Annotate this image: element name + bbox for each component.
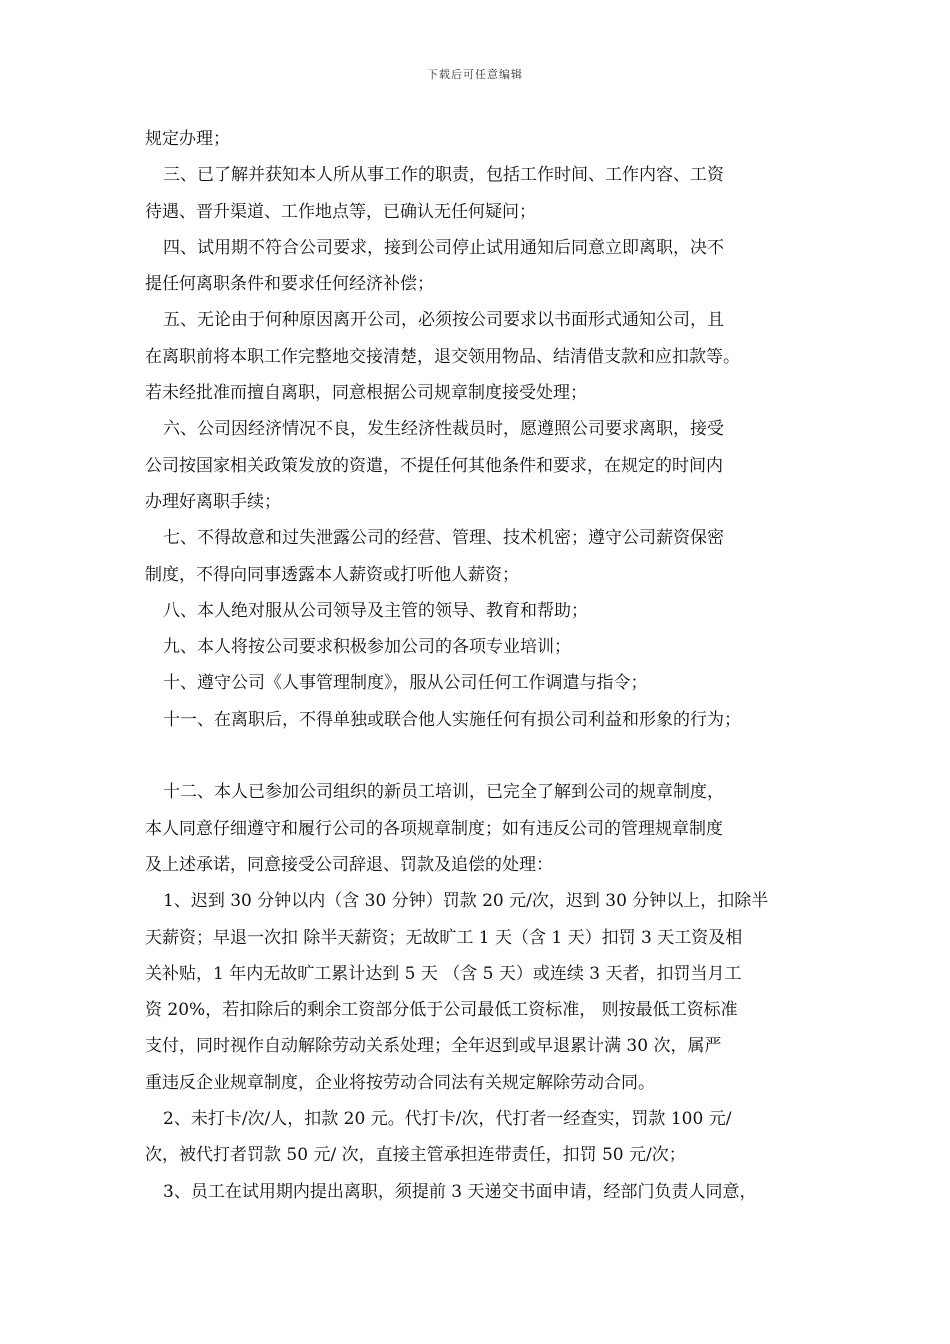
paragraph-line: 1、迟到 30 分钟以内（含 30 分钟）罚款 20 元/次，迟到 30 分钟以上，扣除半 <box>163 891 769 912</box>
paragraph-line: 资 20%，若扣除后的剩余工资部分低于公司最低工资标准， 则按最低工资标准 <box>145 1000 738 1021</box>
paragraph-line: 十一、在离职后，不得单独或联合他人实施任何有损公司利益和形象的行为； <box>163 709 741 730</box>
paragraph-line: 十二、本人已参加公司组织的新员工培训，已完全了解到公司的规章制度， <box>163 782 724 803</box>
paragraph-line: 公司按国家相关政策发放的资遣，不提任何其他条件和要求，在规定的时间内 <box>145 455 723 476</box>
paragraph-line: 五、无论由于何种原因离开公司，必须按公司要求以书面形式通知公司，且 <box>163 310 724 331</box>
paragraph-line: 提任何离职条件和要求任何经济补偿； <box>145 274 434 295</box>
paragraph-line: 在离职前将本职工作完整地交接清楚，退交领用物品、结清借支款和应扣款等。 <box>145 346 740 367</box>
paragraph-line: 七、不得故意和过失泄露公司的经营、管理、技术机密；遵守公司薪资保密 <box>163 528 724 549</box>
paragraph-line: 九、本人将按公司要求积极参加公司的各项专业培训； <box>163 637 571 658</box>
paragraph-line: 三、已了解并获知本人所从事工作的职责，包括工作时间、工作内容、工资 <box>163 165 724 186</box>
paragraph-line: 规定办理； <box>145 129 230 149</box>
paragraph-line: 办理好离职手续； <box>145 491 281 512</box>
paragraph-line: 六、公司因经济情况不良，发生经济性裁员时，愿遵照公司要求离职，接受 <box>163 419 724 440</box>
paragraph-line: 本人同意仔细遵守和履行公司的各项规章制度；如有违反公司的管理规章制度 <box>145 818 723 839</box>
paragraph-line: 支付，同时视作自动解除劳动关系处理；全年迟到或早退累计满 30 次，属严 <box>145 1036 722 1057</box>
paragraph-line: 3、员工在试用期内提出离职，须提前 3 天递交书面申请，经部门负责人同意， <box>163 1181 757 1202</box>
paragraph-line: 制度，不得向同事透露本人薪资或打听他人薪资； <box>145 564 519 585</box>
paragraph-line: 及上述承诺，同意接受公司辞退、罚款及追偿的处理： <box>145 854 553 875</box>
paragraph-line: 八、本人绝对服从公司领导及主管的领导、教育和帮助； <box>163 600 588 621</box>
page-header: 下载后可任意编辑 <box>427 68 523 81</box>
document-body <box>145 121 825 1210</box>
paragraph-line: 关补贴，1 年内无故旷工累计达到 5 天 （含 5 天）或连续 3 天者，扣罚当月工 <box>145 963 742 984</box>
paragraph-line: 待遇、晋升渠道、工作地点等，已确认无任何疑问； <box>145 201 536 222</box>
paragraph-line: 次，被代打者罚款 50 元/ 次，直接主管承担连带责任，扣罚 50 元/次； <box>145 1145 686 1166</box>
paragraph-line: 十、遵守公司《人事管理制度》，服从公司任何工作调遣与指令； <box>163 673 648 694</box>
blank-line <box>145 738 825 774</box>
paragraph-line: 2、未打卡/次/人，扣款 20 元。代打卡/次，代打者一经查实，罚款 100 元/ <box>163 1109 732 1130</box>
paragraph-line: 若未经批准而擅自离职，同意根据公司规章制度接受处理； <box>145 383 587 404</box>
paragraph-line: 重违反企业规章制度，企业将按劳动合同法有关规定解除劳动合同。 <box>145 1072 655 1093</box>
paragraph-line: 天薪资；早退一次扣 除半天薪资；无故旷工 1 天（含 1 天）扣罚 3 天工资及相 <box>145 927 743 948</box>
paragraph-line: 四、试用期不符合公司要求，接到公司停止试用通知后同意立即离职，决不 <box>163 237 724 258</box>
